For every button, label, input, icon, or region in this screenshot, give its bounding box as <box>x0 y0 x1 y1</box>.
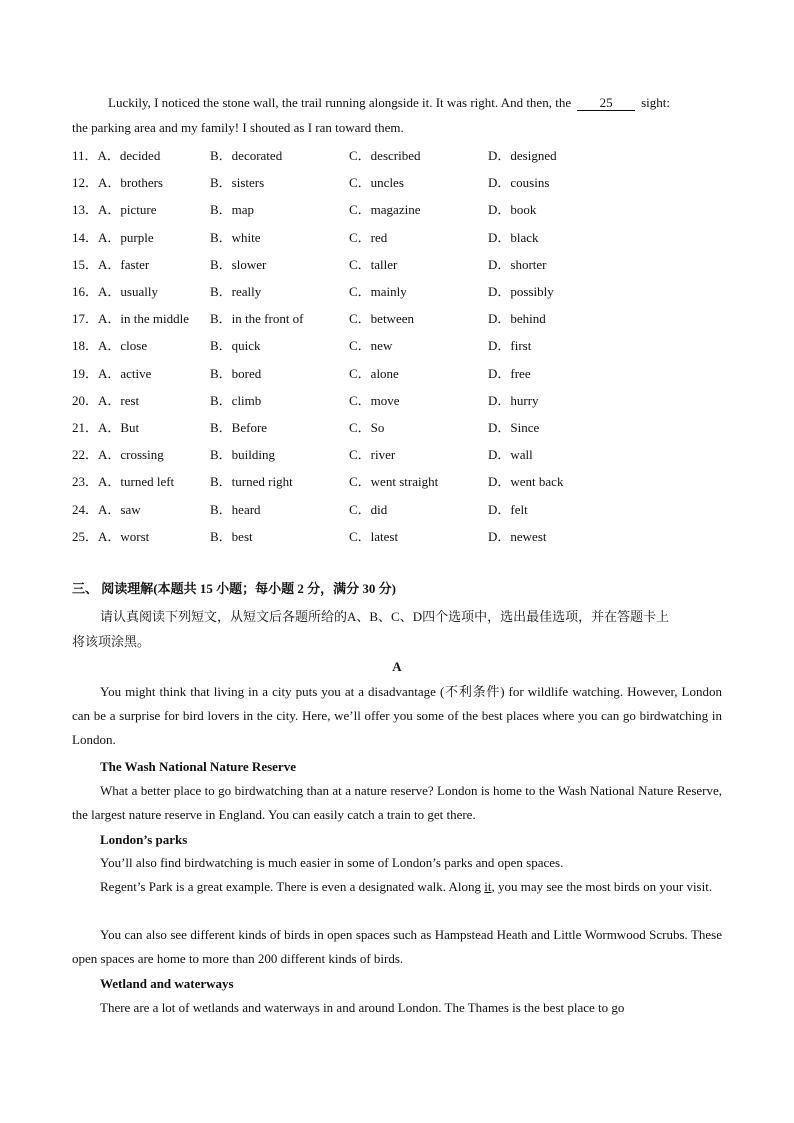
blank-25: 25 <box>577 96 635 111</box>
paragraph-intro: You might think that living in a city puts you at a disadvantage (不利条件) for wildlife watching. However, London can be a surprise for bird lovers in the city. Here, we’ll offer you some of the best places where you can go birdwatching in London. <box>72 684 722 747</box>
option-a: 25．A．worst <box>72 528 150 544</box>
option-c: C．mainly <box>349 284 407 299</box>
option-d: D．newest <box>488 528 547 544</box>
instruction-line-2: 将该项涂黑。 <box>72 634 151 649</box>
option-c: C．described <box>349 148 421 163</box>
option-c: C．did <box>349 501 388 517</box>
paragraph-wash-reserve: What a better place to go birdwatching than at a nature reserve? London is home to the Wash National Nature Reserve, the largest nature reserve in England. You can easily catch a train to get there. <box>72 783 722 822</box>
option-d: D．shorter <box>488 256 547 272</box>
paragraph-wetland: There are a lot of wetlands and waterways in and around London. The Thames is the best place to go <box>100 1000 625 1015</box>
intro-text-before: Luckily, I noticed the stone wall, the trail running alongside it. It was right. And then, the <box>108 95 572 110</box>
option-d: D．cousins <box>488 175 550 191</box>
option-b: B．sisters <box>210 175 265 191</box>
option-d: D．first <box>488 338 532 354</box>
option-a: 23．A．turned left <box>72 474 175 490</box>
option-b: B．white <box>210 229 261 245</box>
option-c: C．So <box>349 420 385 435</box>
option-c: C．new <box>349 338 393 354</box>
option-c: C．latest <box>349 528 399 544</box>
option-b: B．climb <box>210 392 262 408</box>
option-a: 15．A．faster <box>72 256 150 272</box>
option-b: B．map <box>210 202 255 218</box>
option-d: D．wall <box>488 447 533 463</box>
paragraph-open-spaces: You can also see different kinds of birds in open spaces such as Hampstead Heath and Little Wormwood Scrubs. These open spaces are home to more than 200 different kinds of birds. <box>72 927 722 966</box>
option-a: 20．A．rest <box>72 392 140 408</box>
option-b: B．heard <box>210 501 261 517</box>
instruction-line-1: 请认真阅读下列短文，从短文后各题所给的A、B、C、D四个选项中，选出最佳选项，并在答题卡上 <box>100 609 670 624</box>
intro-line-1 <box>108 95 670 111</box>
heading-wash-reserve: The Wash National Nature Reserve <box>100 759 296 774</box>
passage-label: A <box>392 659 402 674</box>
paragraph-parks-1: You’ll also find birdwatching is much easier in some of London’s parks and open spaces. <box>100 855 564 870</box>
option-d: D．book <box>488 202 537 218</box>
option-c: C．move <box>349 392 400 408</box>
paragraph-regents-park <box>72 875 722 899</box>
option-c: C．taller <box>349 256 398 272</box>
option-d: D．designed <box>488 148 557 163</box>
option-c: C．alone <box>349 365 399 381</box>
option-c: C．between <box>349 311 414 327</box>
option-c: C．magazine <box>349 202 421 218</box>
option-a: 16．A．usually <box>72 284 158 299</box>
option-d: D．possibly <box>488 284 554 299</box>
option-c: C．red <box>349 229 388 245</box>
option-a: 13．A．picture <box>72 202 157 218</box>
option-a: 12．A．brothers <box>72 175 163 191</box>
option-d: D．behind <box>488 311 546 327</box>
option-a: 17．A．in the middle <box>72 311 189 327</box>
option-b: B．best <box>210 528 253 544</box>
option-b: B．building <box>210 447 276 463</box>
heading-wetland: Wetland and waterways <box>100 976 234 991</box>
option-b: B．slower <box>210 256 267 272</box>
option-d: D．felt <box>488 501 528 517</box>
underlined-it: it <box>484 879 492 894</box>
option-c: C．went straight <box>349 474 439 490</box>
option-b: B．Before <box>210 420 268 435</box>
intro-line-2: the parking area and my family! I shouted as I ran toward them. <box>72 120 404 135</box>
heading-london-parks: London’s parks <box>100 832 188 847</box>
option-d: D．hurry <box>488 392 539 408</box>
regents-text-before: Regent’s Park is a great example. There is even a designated walk. Along <box>100 879 485 894</box>
option-b: B．in the front of <box>210 311 304 327</box>
regents-text-after: , you may see the most birds on your visit. <box>491 879 713 894</box>
option-b: B．turned right <box>210 474 293 490</box>
option-a: 21．A．But <box>72 420 140 435</box>
option-a: 14．A．purple <box>72 229 154 245</box>
option-a: 22．A．crossing <box>72 447 164 463</box>
option-a: 18．A．close <box>72 338 148 354</box>
option-a: 11．A．decided <box>72 148 161 163</box>
intro-text-after: sight: <box>641 95 670 110</box>
option-c: C．river <box>349 447 396 463</box>
option-b: B．bored <box>210 365 262 381</box>
option-d: D．Since <box>488 420 540 435</box>
option-a: 19．A．active <box>72 365 152 381</box>
option-b: B．really <box>210 284 262 299</box>
option-b: B．quick <box>210 338 261 354</box>
section-title: 三、 阅读理解(本题共 15 小题；每小题 2 分，满分 30 分) <box>72 581 396 596</box>
option-b: B．decorated <box>210 148 283 163</box>
option-d: D．went back <box>488 474 564 490</box>
option-c: C．uncles <box>349 175 404 191</box>
option-a: 24．A．saw <box>72 501 141 517</box>
option-d: D．free <box>488 365 531 381</box>
option-d: D．black <box>488 229 539 245</box>
